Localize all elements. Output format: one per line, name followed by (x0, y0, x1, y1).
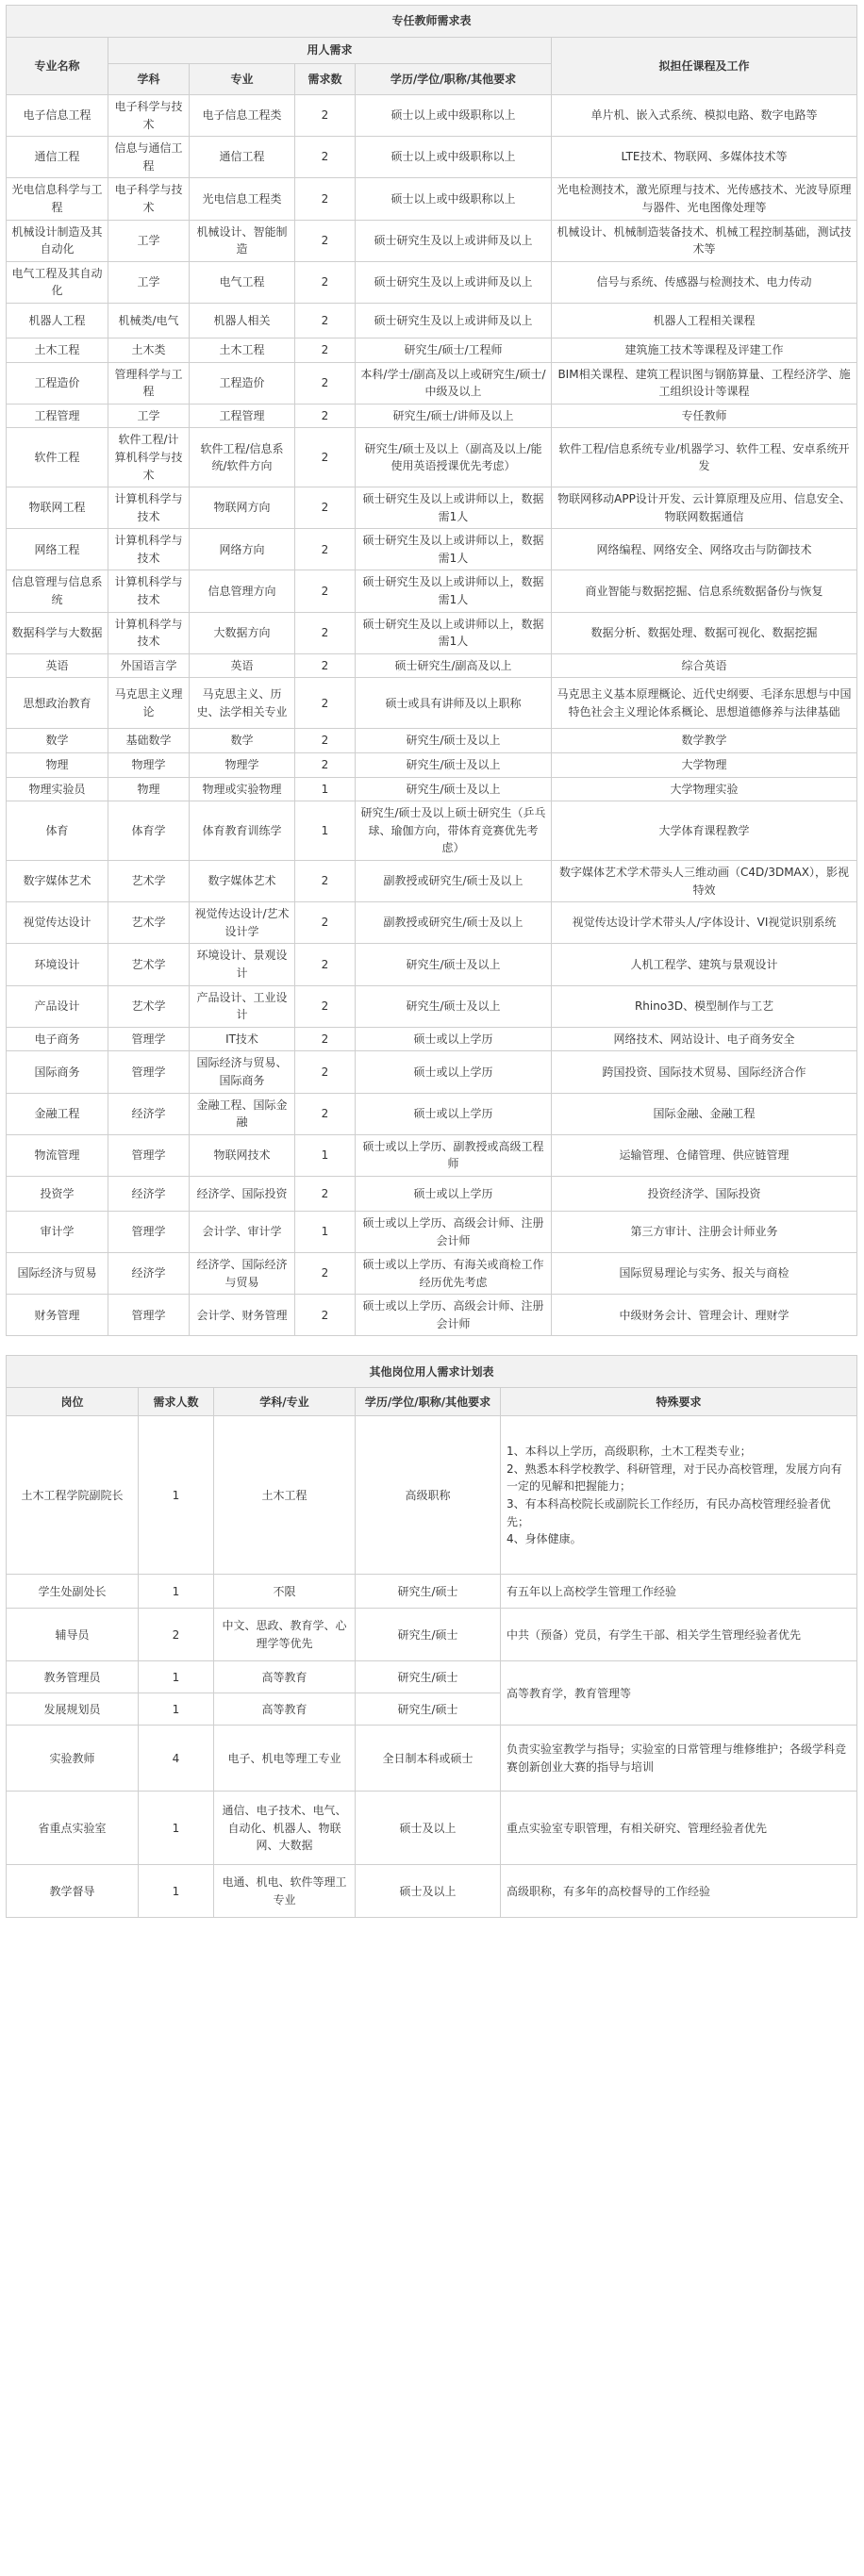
name-cell: 金融工程 (7, 1093, 108, 1134)
degree-cell: 硕士或以上学历 (356, 1093, 552, 1134)
courses-cell: 单片机、嵌入式系统、模拟电路、数字电路等 (552, 95, 857, 137)
table-row (7, 944, 857, 985)
table-row (7, 137, 857, 178)
courses-cell: 大学物理实验 (552, 777, 857, 801)
degree-cell: 研究生/硕士 (356, 1575, 501, 1609)
table-row (7, 178, 857, 220)
table-row (7, 95, 857, 137)
special-cell: 重点实验室专职管理，有相关研究、管理经验者优先 (501, 1792, 857, 1865)
count-cell: 2 (295, 1027, 356, 1051)
name-cell: 体育 (7, 801, 108, 861)
degree-cell: 研究生/硕士及以上 (356, 777, 552, 801)
header-degree: 学历/学位/职称/其他要求 (356, 64, 552, 95)
subject-cell: 电子、机电等理工专业 (214, 1726, 356, 1792)
degree-cell: 研究生/硕士及以上 (356, 944, 552, 985)
subject-cell: 经济学 (108, 1176, 190, 1211)
table-row (7, 220, 857, 261)
courses-cell: 物联网移动APP设计开发、云计算原理及应用、信息安全、物联网数据通信 (552, 487, 857, 529)
major-cell: 大数据方向 (190, 612, 295, 653)
degree-cell: 硕士以上或中级职称以上 (356, 137, 552, 178)
name-cell: 物理实验员 (7, 777, 108, 801)
table-row (7, 729, 857, 753)
subject-cell: 外国语言学 (108, 653, 190, 678)
post-cell: 辅导员 (7, 1609, 139, 1661)
table-row (7, 753, 857, 778)
subject-cell: 计算机科学与技术 (108, 487, 190, 529)
major-cell: 英语 (190, 653, 295, 678)
count-cell: 1 (295, 1211, 356, 1252)
subject-cell: 管理学 (108, 1211, 190, 1252)
major-cell: 机械设计、智能制造 (190, 220, 295, 261)
count-cell: 1 (139, 1693, 214, 1726)
name-cell: 信息管理与信息系统 (7, 570, 108, 612)
degree-cell: 副教授或研究生/硕士及以上 (356, 902, 552, 944)
table-row (7, 1726, 857, 1792)
courses-cell: 中级财务会计、管理会计、理财学 (552, 1295, 857, 1336)
name-cell: 物理 (7, 753, 108, 778)
subject-cell: 机械类/电气 (108, 303, 190, 338)
count-cell: 2 (295, 137, 356, 178)
courses-cell: 综合英语 (552, 653, 857, 678)
degree-cell: 硕士或以上学历 (356, 1027, 552, 1051)
name-cell: 物联网工程 (7, 487, 108, 529)
post-cell: 教学督导 (7, 1865, 139, 1918)
count-cell: 2 (295, 985, 356, 1027)
degree-cell: 硕士研究生及以上或讲师以上，数据需1人 (356, 487, 552, 529)
major-cell: 经济学、国际经济与贸易 (190, 1253, 295, 1295)
count-cell: 2 (295, 220, 356, 261)
degree-cell: 硕士研究生/副高及以上 (356, 653, 552, 678)
major-cell: 数学 (190, 729, 295, 753)
header-courses: 拟担任课程及工作 (552, 38, 857, 95)
courses-cell: LTE技术、物联网、多媒体技术等 (552, 137, 857, 178)
major-cell: 会计学、审计学 (190, 1211, 295, 1252)
count-cell: 2 (295, 612, 356, 653)
degree-cell: 研究生/硕士 (356, 1661, 501, 1693)
name-cell: 电子信息工程 (7, 95, 108, 137)
count-cell: 2 (295, 861, 356, 902)
count-cell: 2 (295, 570, 356, 612)
name-cell: 软件工程 (7, 428, 108, 487)
count-cell: 2 (295, 362, 356, 404)
table-row (7, 261, 857, 303)
major-cell: 会计学、财务管理 (190, 1295, 295, 1336)
major-cell: 物理或实验物理 (190, 777, 295, 801)
header-count: 需求人数 (139, 1388, 214, 1416)
courses-cell: 大学物理 (552, 753, 857, 778)
name-cell: 环境设计 (7, 944, 108, 985)
subject-cell: 计算机科学与技术 (108, 570, 190, 612)
major-cell: 体育教育训练学 (190, 801, 295, 861)
name-cell: 土木工程 (7, 338, 108, 362)
degree-cell: 硕士或以上学历 (356, 1051, 552, 1093)
courses-cell: 视觉传达设计学术带头人/字体设计、VI视觉识别系统 (552, 902, 857, 944)
count-cell: 2 (295, 1051, 356, 1093)
degree-cell: 硕士或以上学历 (356, 1176, 552, 1211)
post-cell: 发展规划员 (7, 1693, 139, 1726)
degree-cell: 本科/学士/副高及以上或研究生/硕士/中级及以上 (356, 362, 552, 404)
degree-cell: 研究生/硕士/讲师及以上 (356, 404, 552, 428)
courses-cell: BIM相关课程、建筑工程识图与钢筋算量、工程经济学、施工组织设计等课程 (552, 362, 857, 404)
special-cell: 高级职称，有多年的高校督导的工作经验 (501, 1865, 857, 1918)
count-cell: 2 (295, 729, 356, 753)
major-cell: 软件工程/信息系统/软件方向 (190, 428, 295, 487)
degree-cell: 研究生/硕士及以上硕士研究生（乒乓球、瑜伽方向，带体育竞赛优先考虑） (356, 801, 552, 861)
subject-cell: 艺术学 (108, 861, 190, 902)
count-cell: 1 (295, 801, 356, 861)
count-cell: 1 (139, 1416, 214, 1575)
name-cell: 电气工程及其自动化 (7, 261, 108, 303)
table-row (7, 1051, 857, 1093)
name-cell: 视觉传达设计 (7, 902, 108, 944)
name-cell: 投资学 (7, 1176, 108, 1211)
degree-cell: 硕士或具有讲师及以上职称 (356, 678, 552, 729)
major-cell: 通信工程 (190, 137, 295, 178)
count-cell: 1 (295, 1134, 356, 1176)
count-cell: 2 (295, 1295, 356, 1336)
count-cell: 2 (295, 261, 356, 303)
table-row (7, 902, 857, 944)
degree-cell: 研究生/硕士及以上（副高及以上/能使用英语授课优先考虑） (356, 428, 552, 487)
major-cell: 工程造价 (190, 362, 295, 404)
subject-cell: 工学 (108, 220, 190, 261)
courses-cell: 数字媒体艺术学术带头人三维动画（C4D/3DMAX），影视特效 (552, 861, 857, 902)
count-cell: 2 (139, 1609, 214, 1661)
subject-cell: 基础数学 (108, 729, 190, 753)
table-row (7, 1211, 857, 1252)
table-row (7, 404, 857, 428)
subject-cell: 工学 (108, 261, 190, 303)
subject-cell: 电子科学与技术 (108, 95, 190, 137)
subject-cell: 艺术学 (108, 985, 190, 1027)
table-row (7, 777, 857, 801)
count-cell: 2 (295, 944, 356, 985)
subject-cell: 信息与通信工程 (108, 137, 190, 178)
degree-cell: 硕士及以上 (356, 1792, 501, 1865)
major-cell: 光电信息工程类 (190, 178, 295, 220)
name-cell: 审计学 (7, 1211, 108, 1252)
post-cell: 教务管理员 (7, 1661, 139, 1693)
table-row (7, 1176, 857, 1211)
special-cell: 中共（预备）党员，有学生干部、相关学生管理经验者优先 (501, 1609, 857, 1661)
name-cell: 国际商务 (7, 1051, 108, 1093)
degree-cell: 研究生/硕士 (356, 1693, 501, 1726)
courses-cell: 马克思主义基本原理概论、近代史纲要、毛泽东思想与中国特色社会主义理论体系概论、思想道德修养与法律基础 (552, 678, 857, 729)
major-cell: 环境设计、景观设计 (190, 944, 295, 985)
courses-cell: Rhino3D、模型制作与工艺 (552, 985, 857, 1027)
subject-cell: 体育学 (108, 801, 190, 861)
table-row (7, 1609, 857, 1661)
courses-cell: 运输管理、仓储管理、供应链管理 (552, 1134, 857, 1176)
degree-cell: 研究生/硕士/工程师 (356, 338, 552, 362)
name-cell: 网络工程 (7, 529, 108, 570)
major-cell: 物理学 (190, 753, 295, 778)
subject-cell: 管理学 (108, 1295, 190, 1336)
degree-cell: 副教授或研究生/硕士及以上 (356, 861, 552, 902)
subject-cell: 马克思主义理论 (108, 678, 190, 729)
subject-cell: 计算机科学与技术 (108, 529, 190, 570)
table-row (7, 1295, 857, 1336)
subject-cell: 管理学 (108, 1051, 190, 1093)
subject-cell: 电通、机电、软件等理工专业 (214, 1865, 356, 1918)
subject-cell: 艺术学 (108, 944, 190, 985)
degree-cell: 硕士以上或中级职称以上 (356, 178, 552, 220)
subject-cell: 经济学 (108, 1093, 190, 1134)
major-cell: 产品设计、工业设计 (190, 985, 295, 1027)
table-row (7, 1027, 857, 1051)
table-row (7, 487, 857, 529)
table-row (7, 1792, 857, 1865)
courses-cell: 投资经济学、国际投资 (552, 1176, 857, 1211)
count-cell: 2 (295, 487, 356, 529)
major-cell: 工程管理 (190, 404, 295, 428)
subject-cell: 电子科学与技术 (108, 178, 190, 220)
subject-cell: 管理学 (108, 1027, 190, 1051)
subject-cell: 中文、思政、教育学、心理学等优先 (214, 1609, 356, 1661)
header-major-name: 专业名称 (7, 38, 108, 95)
courses-cell: 数学教学 (552, 729, 857, 753)
name-cell: 数学 (7, 729, 108, 753)
table-row (7, 1134, 857, 1176)
count-cell: 2 (295, 753, 356, 778)
courses-cell: 信号与系统、传感器与检测技术、电力传动 (552, 261, 857, 303)
courses-cell: 人机工程学、建筑与景观设计 (552, 944, 857, 985)
teacher-demand-table (6, 5, 857, 1336)
major-cell: 信息管理方向 (190, 570, 295, 612)
special-cell: 负责实验室教学与指导；实验室的日常管理与维修维护；各级学科竞赛创新创业大赛的指导与培训 (501, 1726, 857, 1792)
table-row (7, 362, 857, 404)
other-posts-table (6, 1355, 857, 1918)
major-cell: 机器人相关 (190, 303, 295, 338)
count-cell: 2 (295, 653, 356, 678)
count-cell: 2 (295, 428, 356, 487)
courses-cell: 光电检测技术，激光原理与技术、光传感技术、光波导原理与器件、光电图像处理等 (552, 178, 857, 220)
subject-cell: 经济学 (108, 1253, 190, 1295)
major-cell: 物联网技术 (190, 1134, 295, 1176)
subject-cell: 工学 (108, 404, 190, 428)
special-cell: 高等教育学，教育管理等 (501, 1661, 857, 1726)
degree-cell: 硕士研究生及以上或讲师及以上 (356, 220, 552, 261)
name-cell: 电子商务 (7, 1027, 108, 1051)
degree-cell: 硕士研究生及以上或讲师及以上 (356, 261, 552, 303)
courses-cell: 第三方审计、注册会计师业务 (552, 1211, 857, 1252)
subject-cell: 不限 (214, 1575, 356, 1609)
header-special: 特殊要求 (501, 1388, 857, 1416)
count-cell: 1 (139, 1661, 214, 1693)
courses-cell: 机器人工程相关课程 (552, 303, 857, 338)
major-cell: IT技术 (190, 1027, 295, 1051)
table-row (7, 985, 857, 1027)
count-cell: 2 (295, 404, 356, 428)
table-row (7, 1865, 857, 1918)
header-count: 需求数 (295, 64, 356, 95)
table-title: 专任教师需求表 (7, 6, 857, 38)
table-row (7, 653, 857, 678)
major-cell: 马克思主义、历史、法学相关专业 (190, 678, 295, 729)
header-demand-group: 用人需求 (108, 38, 552, 64)
major-cell: 视觉传达设计/艺术设计学 (190, 902, 295, 944)
subject-cell: 物理学 (108, 753, 190, 778)
header-post: 岗位 (7, 1388, 139, 1416)
name-cell: 机器人工程 (7, 303, 108, 338)
degree-cell: 硕士以上或中级职称以上 (356, 95, 552, 137)
count-cell: 1 (139, 1865, 214, 1918)
count-cell: 2 (295, 1253, 356, 1295)
degree-cell: 全日制本科或硕士 (356, 1726, 501, 1792)
courses-cell: 商业智能与数据挖掘、信息系统数据备份与恢复 (552, 570, 857, 612)
table-row (7, 612, 857, 653)
subject-cell: 艺术学 (108, 902, 190, 944)
courses-cell: 大学体育课程教学 (552, 801, 857, 861)
post-cell: 实验教师 (7, 1726, 139, 1792)
courses-cell: 软件工程/信息系统专业/机器学习、软件工程、安卓系统开发 (552, 428, 857, 487)
degree-cell: 研究生/硕士 (356, 1609, 501, 1661)
subject-cell: 管理科学与工程 (108, 362, 190, 404)
major-cell: 国际经济与贸易、国际商务 (190, 1051, 295, 1093)
name-cell: 数字媒体艺术 (7, 861, 108, 902)
subject-cell: 土木类 (108, 338, 190, 362)
table-row (7, 678, 857, 729)
table-row (7, 801, 857, 861)
subject-cell: 计算机科学与技术 (108, 612, 190, 653)
subject-cell: 软件工程/计算机科学与技术 (108, 428, 190, 487)
subject-cell: 管理学 (108, 1134, 190, 1176)
count-cell: 1 (139, 1792, 214, 1865)
degree-cell: 硕士或以上学历、高级会计师、注册会计师 (356, 1211, 552, 1252)
table-row (7, 338, 857, 362)
post-cell: 学生处副处长 (7, 1575, 139, 1609)
table-row (7, 529, 857, 570)
count-cell: 2 (295, 1093, 356, 1134)
count-cell: 2 (295, 529, 356, 570)
special-cell: 1、本科以上学历，高级职称，土木工程类专业； 2、熟悉本科学校教学、科研管理，对于民办高校管理，发展方向有一定的见解和把握能力； 3、有本科高校院长或副院长工作经历，有民办高校管理经验者优先； 4、身体健康。 (501, 1416, 857, 1575)
degree-cell: 硕士研究生及以上或讲师及以上 (356, 303, 552, 338)
courses-cell: 国际贸易理论与实务、报关与商检 (552, 1253, 857, 1295)
count-cell: 2 (295, 95, 356, 137)
degree-cell: 硕士及以上 (356, 1865, 501, 1918)
courses-cell: 建筑施工技术等课程及评建工作 (552, 338, 857, 362)
name-cell: 产品设计 (7, 985, 108, 1027)
courses-cell: 跨国投资、国际技术贸易、国际经济合作 (552, 1051, 857, 1093)
major-cell: 数字媒体艺术 (190, 861, 295, 902)
post-cell: 土木工程学院副院长 (7, 1416, 139, 1575)
degree-cell: 硕士或以上学历、高级会计师、注册会计师 (356, 1295, 552, 1336)
name-cell: 数据科学与大数据 (7, 612, 108, 653)
name-cell: 英语 (7, 653, 108, 678)
count-cell: 4 (139, 1726, 214, 1792)
count-cell: 2 (295, 303, 356, 338)
major-cell: 网络方向 (190, 529, 295, 570)
courses-cell: 机械设计、机械制造装备技术、机械工程控制基础，测试技术等 (552, 220, 857, 261)
degree-cell: 硕士或以上学历、有海关或商检工作经历优先考虑 (356, 1253, 552, 1295)
name-cell: 国际经济与贸易 (7, 1253, 108, 1295)
degree-cell: 硕士研究生及以上或讲师以上，数据需1人 (356, 570, 552, 612)
subject-cell: 物理 (108, 777, 190, 801)
subject-cell: 高等教育 (214, 1693, 356, 1726)
courses-cell: 国际金融、金融工程 (552, 1093, 857, 1134)
count-cell: 2 (295, 1176, 356, 1211)
table-row (7, 1253, 857, 1295)
table-row (7, 1416, 857, 1575)
count-cell: 1 (295, 777, 356, 801)
degree-cell: 研究生/硕士及以上 (356, 753, 552, 778)
degree-cell: 高级职称 (356, 1416, 501, 1575)
name-cell: 工程造价 (7, 362, 108, 404)
count-cell: 2 (295, 902, 356, 944)
courses-cell: 专任教师 (552, 404, 857, 428)
major-cell: 物联网方向 (190, 487, 295, 529)
post-cell: 省重点实验室 (7, 1792, 139, 1865)
subject-cell: 高等教育 (214, 1661, 356, 1693)
courses-cell: 数据分析、数据处理、数据可视化、数据挖掘 (552, 612, 857, 653)
table-row (7, 303, 857, 338)
table-row (7, 570, 857, 612)
name-cell: 思想政治教育 (7, 678, 108, 729)
subject-cell: 土木工程 (214, 1416, 356, 1575)
count-cell: 2 (295, 178, 356, 220)
name-cell: 光电信息科学与工程 (7, 178, 108, 220)
table-row (7, 1575, 857, 1609)
name-cell: 物流管理 (7, 1134, 108, 1176)
major-cell: 土木工程 (190, 338, 295, 362)
special-cell: 有五年以上高校学生管理工作经验 (501, 1575, 857, 1609)
count-cell: 2 (295, 338, 356, 362)
major-cell: 金融工程、国际金融 (190, 1093, 295, 1134)
degree-cell: 硕士研究生及以上或讲师以上，数据需1人 (356, 529, 552, 570)
subject-cell: 通信、电子技术、电气、自动化、机器人、物联网、大数据 (214, 1792, 356, 1865)
major-cell: 电气工程 (190, 261, 295, 303)
major-cell: 经济学、国际投资 (190, 1176, 295, 1211)
name-cell: 机械设计制造及其自动化 (7, 220, 108, 261)
table-row (7, 1661, 857, 1693)
name-cell: 通信工程 (7, 137, 108, 178)
header-degree: 学历/学位/职称/其他要求 (356, 1388, 501, 1416)
table-row (7, 861, 857, 902)
major-cell: 电子信息工程类 (190, 95, 295, 137)
name-cell: 工程管理 (7, 404, 108, 428)
count-cell: 2 (295, 678, 356, 729)
degree-cell: 硕士或以上学历、副教授或高级工程师 (356, 1134, 552, 1176)
table-row (7, 428, 857, 487)
header-major: 专业 (190, 64, 295, 95)
courses-cell: 网络技术、网站设计、电子商务安全 (552, 1027, 857, 1051)
count-cell: 1 (139, 1575, 214, 1609)
degree-cell: 硕士研究生及以上或讲师以上，数据需1人 (356, 612, 552, 653)
header-subject: 学科/专业 (214, 1388, 356, 1416)
degree-cell: 研究生/硕士及以上 (356, 729, 552, 753)
courses-cell: 网络编程、网络安全、网络攻击与防御技术 (552, 529, 857, 570)
name-cell: 财务管理 (7, 1295, 108, 1336)
header-subject: 学科 (108, 64, 190, 95)
degree-cell: 研究生/硕士及以上 (356, 985, 552, 1027)
table-row (7, 1093, 857, 1134)
table-title: 其他岗位用人需求计划表 (7, 1356, 857, 1388)
